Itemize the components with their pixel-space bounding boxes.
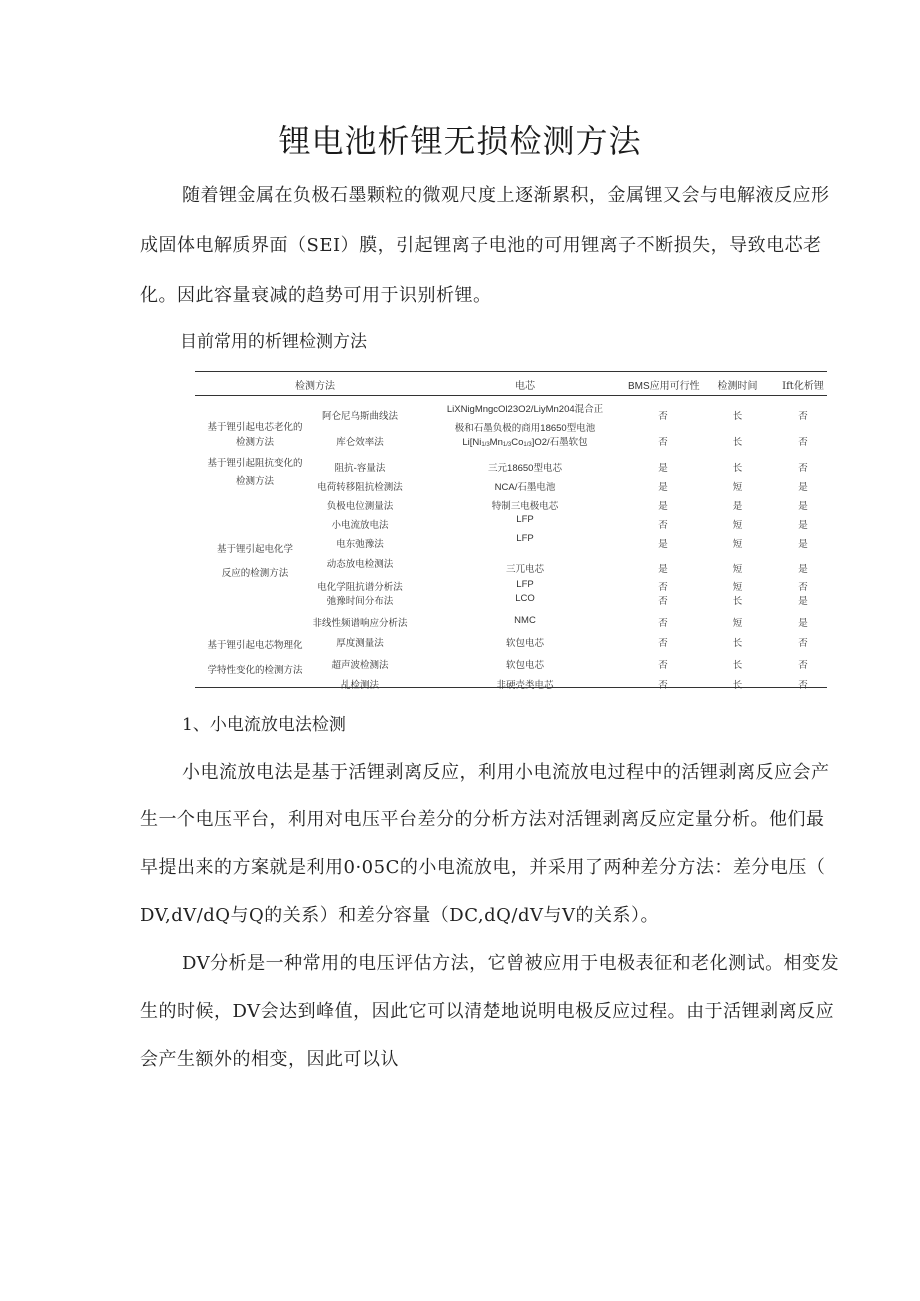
bms-value: 否 [658, 437, 668, 448]
cell-type: 三元18650型电芯 [488, 463, 562, 474]
ift-value: 否 [798, 638, 808, 649]
time-value: 短 [732, 564, 743, 575]
bms-value: 是 [658, 564, 668, 575]
time-value: 短 [732, 482, 743, 493]
method-cell: 厚度测量法 [336, 638, 384, 649]
bms-value: 是 [658, 501, 668, 512]
time-value: 短 [732, 618, 743, 629]
cell-type: 软包电芯 [505, 638, 544, 649]
time-value: 短 [732, 539, 743, 550]
ift-value: 是 [798, 596, 808, 607]
method-cell: 阿仑尼乌斯曲线法 [321, 411, 398, 422]
category-label: 学特性变化的检测方法 [207, 665, 303, 676]
category-label: 检测方法 [235, 437, 274, 448]
table-header-rule [195, 395, 827, 396]
bms-value: 是 [658, 482, 668, 493]
body-line: 小电流放电法是基于活锂剥离反应，利用小电流放电过程中的活锂剥离反应会产 [182, 762, 830, 783]
bms-value: 否 [658, 618, 668, 629]
time-value: 长 [732, 411, 743, 422]
time-value: 长 [732, 660, 743, 671]
method-cell: 动态放电检测法 [326, 559, 394, 570]
body-line: DV,dV/dQ与Q的关系）和差分容量（DC,dQ/dV与V的关系）。 [140, 905, 659, 926]
category-label: 基于锂引起电化学 [216, 544, 293, 555]
page-title: 锂电池析锂无损检测方法 [278, 122, 642, 160]
cell-type: LFP [516, 579, 534, 590]
body-line: 生的时候，DV会达到峰值，因此它可以清楚地说明电极反应过程。由于活锂剥离反应 [140, 1001, 835, 1022]
body-line: 生一个电压平台，利用对电压平台差分的分析方法对活锂剥离反应定量分析。他们最 [140, 809, 825, 830]
time-value: 长 [732, 638, 743, 649]
bms-value: 否 [658, 680, 668, 691]
cell-type: LFP [516, 514, 534, 525]
intro-line: 随着锂金属在负极石墨颗粒的微观尺度上逐渐累积，金属锂又会与电解液反应形 [182, 185, 830, 206]
ift-value: 是 [798, 539, 808, 550]
method-cell: 负极电位测量法 [326, 501, 394, 512]
ift-value: 是 [798, 618, 808, 629]
method-cell: 弛豫时间分布法 [326, 596, 394, 607]
cell-type: NMC [514, 615, 536, 626]
table-caption: 目前常用的析锂检测方法 [180, 332, 367, 352]
section-heading: 1、小电流放电法检测 [182, 715, 346, 735]
method-cell: 小电流放电法 [331, 520, 389, 531]
bms-value: 否 [658, 638, 668, 649]
cell-type: LFP [516, 533, 534, 544]
cell-type: 非硬壳类电芯 [496, 680, 554, 691]
bms-value: 是 [658, 463, 668, 474]
cell-type: 三兀电芯 [505, 564, 544, 575]
body-line: 早提出来的方案就是利用0·05C的小电流放电，并采用了两种差分方法：差分电压（ [140, 857, 826, 878]
category-label: 基于锂引起电芯物理化 [207, 640, 303, 651]
intro-line: 化。因此容量衰减的趋势可用于识别析锂。 [140, 285, 492, 306]
cell-type: $Li[Ni_{1/3}Mn_{1/3}Co_{1/3}]O2/$石墨软包 [462, 437, 588, 448]
cell-type: 软包电芯 [505, 660, 544, 671]
method-cell: 乩检测法 [340, 680, 379, 691]
cell-type: LiXNigMngcOl23O2/LiyMn204混合正 [446, 404, 604, 415]
method-cell: 电东弛豫法 [336, 539, 384, 550]
time-value: 短 [732, 582, 743, 593]
time-value: 短 [732, 520, 743, 531]
time-value: 长 [732, 437, 743, 448]
header-time: 检测时间 [717, 381, 758, 392]
cell-type: LCO [515, 593, 535, 604]
bms-value: 是 [658, 539, 668, 550]
header-ift: Ift化析锂 [782, 381, 824, 392]
bms-value: 否 [658, 596, 668, 607]
method-cell: 电荷转移阻抗检测法 [317, 482, 403, 493]
ift-value: 是 [798, 564, 808, 575]
method-cell: 阻抗-容量法 [334, 463, 386, 474]
ift-value: 否 [798, 680, 808, 691]
method-cell: 非线性频谱响应分析法 [312, 618, 408, 629]
category-label: 反应的检测方法 [221, 568, 289, 579]
body-line: DV分析是一种常用的电压评估方法，它曾被应用于电极表征和老化测试。相变发 [182, 953, 840, 974]
ift-value: 否 [798, 437, 808, 448]
ift-value: 否 [798, 660, 808, 671]
method-cell: 电化学阻抗谱分析法 [317, 582, 403, 593]
intro-line: 成固体电解质界面（SEI）膜，引起锂离子电池的可用锂离子不断损失，导致电芯老 [140, 235, 822, 256]
bms-value: 否 [658, 582, 668, 593]
detection-methods-table [195, 371, 827, 689]
cell-type: NCA/石墨电池 [494, 482, 556, 493]
category-label: 基于锂引起电芯老化的 [207, 422, 303, 433]
table-top-rule [195, 371, 827, 372]
ift-value: 否 [798, 463, 808, 474]
header-cell: 电芯 [515, 381, 535, 392]
time-value: 长 [732, 463, 743, 474]
time-value: 是 [732, 501, 743, 512]
time-value: 长 [732, 596, 743, 607]
ift-value: 是 [798, 520, 808, 531]
ift-value: 是 [798, 501, 808, 512]
body-line: 会产生额外的相变，因此可以认 [140, 1049, 399, 1070]
category-label: 基于锂引起阻抗变化的 [207, 458, 303, 469]
category-label: 检测方法 [235, 476, 274, 487]
header-method: 检测方法 [295, 381, 335, 392]
method-cell: 超声波检测法 [331, 660, 389, 671]
bms-value: 否 [658, 660, 668, 671]
ift-value: 是 [798, 482, 808, 493]
time-value: 长 [732, 680, 743, 691]
ift-value: 否 [798, 411, 808, 422]
ift-value: 否 [798, 582, 808, 593]
cell-type: 特制三电极电芯 [491, 501, 559, 512]
bms-value: 否 [658, 411, 668, 422]
method-cell: 库仑效率法 [336, 437, 384, 448]
cell-type: 极和石墨负极的商用18650型电池 [454, 423, 596, 434]
bms-value: 否 [658, 520, 668, 531]
header-bms: BMS应用可行性 [628, 381, 700, 392]
